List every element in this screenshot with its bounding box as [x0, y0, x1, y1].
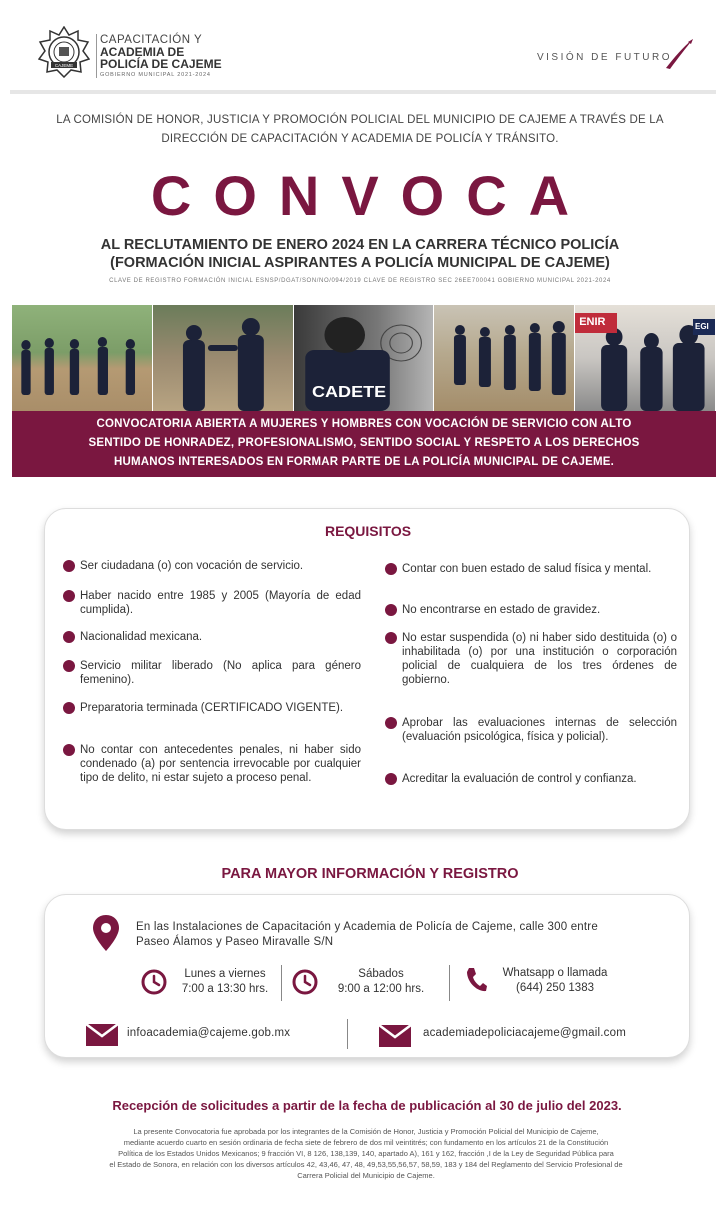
- requirement-item: Contar con buen estado de salud física y mental.: [385, 562, 677, 576]
- bullet-icon: [63, 560, 75, 572]
- requirement-item: No estar suspendida (o) ni haber sido destituida (o) o inhabilitada (o) por una institución o corporación policial de cualquiera de los tres órdenes de gobierno.: [385, 631, 677, 687]
- phone-icon: [465, 967, 487, 993]
- info-title: PARA MAYOR INFORMACIÓN Y REGISTRO: [221, 866, 519, 882]
- header-divider: [10, 90, 716, 94]
- sign-label-2: EGI: [693, 319, 715, 335]
- requirements-card: [44, 508, 690, 830]
- email-1[interactable]: infoacademia@cajeme.gob.mx: [127, 1027, 291, 1039]
- police-badge-logo: [38, 26, 90, 78]
- photo-cadet-shooting: [294, 305, 435, 411]
- cadete-label: CADETE: [311, 382, 386, 401]
- saturday-label: Sábados: [358, 968, 404, 980]
- bullet-icon: [385, 632, 397, 644]
- intro-text: [40, 111, 680, 149]
- address-line2: Paseo Álamos y Paseo Miravalle S/N: [136, 936, 334, 948]
- clock-icon: [292, 969, 318, 995]
- headline-convoca: CONVOCA: [150, 164, 592, 227]
- sign-label: ENIR: [575, 313, 617, 333]
- address: [136, 920, 598, 950]
- bullet-icon: [385, 773, 397, 785]
- bullet-icon: [63, 702, 75, 714]
- info-card: [44, 894, 690, 1058]
- requirement-item: Nacionalidad mexicana.: [63, 630, 361, 644]
- weekday-label: Lunes a viernes: [184, 968, 266, 980]
- photo-cadet-defense: [153, 305, 294, 411]
- banner-line2: SENTIDO DE HONRADEZ, PROFESIONALISMO, SENTIDO SOCIAL Y RESPETO A LOS DERECHOS: [88, 437, 640, 449]
- phone-number[interactable]: (644) 250 1383: [515, 982, 594, 994]
- org-line2: ACADEMIA DE: [100, 45, 185, 59]
- divider: [449, 965, 450, 1001]
- bullet-icon: [63, 744, 75, 756]
- requirement-item: Acreditar la evaluación de control y confianza.: [385, 772, 677, 786]
- registration-key: CLAVE DE REGISTRO FORMACIÓN INICIAL ESNSP/DGAT/SON/NO/094/2019 CLAVE DE REGISTRO SEC 26EE700041 GOBIERNO MUNICIPAL 2021-2024: [109, 278, 611, 284]
- banner-line3: HUMANOS INTERESADOS EN FORMAR PARTE DE LA POLICÍA MUNICIPAL DE CAJEME.: [113, 456, 614, 468]
- bullet-icon: [385, 563, 397, 575]
- requirement-item: Preparatoria terminada (CERTIFICADO VIGENTE).: [63, 701, 361, 715]
- weekday-schedule: [175, 967, 275, 997]
- mail-icon: [86, 1024, 118, 1046]
- intro-line1: LA COMISIÓN DE HONOR, JUSTICIA Y PROMOCIÓN POLICIAL DEL MUNICIPIO DE CAJEME A TRAVÉS DE LA: [56, 114, 664, 126]
- legal-line4: el Estado de Sonora, en relación con los diversos artículos 42, 43,46, 47, 48, 49,53,55,56,57, 58,59, 183 y 184 del Reglamento del Servicio Profesional de: [109, 1160, 623, 1169]
- email-2[interactable]: academiadepoliciacajeme@gmail.com: [423, 1027, 627, 1039]
- reception-dates: Recepción de solicitudes a partir de la fecha de publicación al 30 de julio del 2023.: [112, 1098, 622, 1113]
- legal-line2: mediante acuerdo cuarto en sesión ordinaria de fecha siete de febrero de dos mil veintitrés; con fundamento en los artículos 21 de la Constitución: [123, 1138, 609, 1147]
- saturday-hours: 9:00 a 12:00 hrs.: [337, 983, 425, 995]
- bullet-icon: [63, 660, 75, 672]
- address-line1: En las Instalaciones de Capacitación y Academia de Policía de Cajeme, calle 300 entre: [136, 921, 598, 933]
- mail-icon: [379, 1025, 411, 1047]
- requirement-item: Haber nacido entre 1985 y 2005 (Mayoría de edad cumplida).: [63, 589, 361, 617]
- subtitle: [0, 236, 720, 272]
- clock-icon: [141, 969, 167, 995]
- org-line4: GOBIERNO MUNICIPAL 2021-2024: [100, 72, 211, 78]
- requirements-title: REQUISITOS: [324, 523, 412, 539]
- header: [0, 0, 720, 95]
- swoosh-icon: [664, 38, 694, 70]
- legal-line3: Política de los Estados Unidos Mexicanos; 9 fracción VI, 8 126, 138,139, 140, apartado A), 161 y 162, fracción ,I de la Ley de Seguridad Pública para: [118, 1149, 614, 1158]
- phone-label: Whatsapp o llamada: [502, 967, 608, 979]
- bullet-icon: [63, 590, 75, 602]
- divider: [347, 1019, 348, 1049]
- requirement-item: No encontrarse en estado de gravidez.: [385, 603, 677, 617]
- requirement-item: No contar con antecedentes penales, ni haber sido condenado (a) por sentencia irrevocable por cualquier tipo de delito, ni estar sujeto a proceso penal.: [63, 743, 361, 785]
- location-pin-icon: [93, 915, 119, 951]
- org-line3: POLICÍA DE CAJEME: [100, 57, 222, 71]
- legal-line5: Carrera Policial del Municipio de Cajeme.: [297, 1171, 435, 1180]
- bullet-icon: [385, 604, 397, 616]
- org-name: [96, 34, 222, 78]
- phone-contact: [495, 966, 615, 996]
- requirement-item: Servicio militar liberado (No aplica para género femenino).: [63, 659, 361, 687]
- weekday-hours: 7:00 a 13:30 hrs.: [181, 983, 269, 995]
- saturday-schedule: [328, 967, 434, 997]
- photo-cadets-training: [434, 305, 575, 411]
- banner-line1: CONVOCATORIA ABIERTA A MUJERES Y HOMBRES CON VOCACIÓN DE SERVICIO CON ALTO: [96, 418, 632, 430]
- subtitle-line1: AL RECLUTAMIENTO DE ENERO 2024 EN LA CARRERA TÉCNICO POLICÍA: [100, 237, 620, 253]
- photo-cadets-classroom: [575, 305, 716, 411]
- bullet-icon: [63, 631, 75, 643]
- requirement-item: Ser ciudadana (o) con vocación de servicio.: [63, 559, 361, 573]
- vision-slogan: VISIÓN DE FUTURO: [536, 52, 672, 63]
- legal-line1: La presente Convocatoria fue aprobada por los integrantes de la Comisión de Honor, Justicia y Promoción Policial del Municipio de Cajeme,: [133, 1127, 599, 1136]
- legal-text: [38, 1126, 694, 1181]
- subtitle-line2: (FORMACIÓN INICIAL ASPIRANTES A POLICÍA MUNICIPAL DE CAJEME): [110, 255, 610, 271]
- call-banner: [12, 411, 716, 477]
- intro-line2: DIRECCIÓN DE CAPACITACIÓN Y ACADEMIA DE POLICÍA Y TRÁNSITO.: [161, 133, 559, 145]
- bullet-icon: [385, 717, 397, 729]
- org-line1: CAPACITACIÓN Y: [100, 34, 203, 46]
- divider: [281, 965, 282, 1001]
- photo-cadets-formation: [12, 305, 153, 411]
- photo-strip: [12, 305, 716, 411]
- svg-text:CAJEME: CAJEME: [54, 63, 74, 68]
- requirement-item: Aprobar las evaluaciones internas de selección (evaluación psicológica, física y policial).: [385, 716, 677, 744]
